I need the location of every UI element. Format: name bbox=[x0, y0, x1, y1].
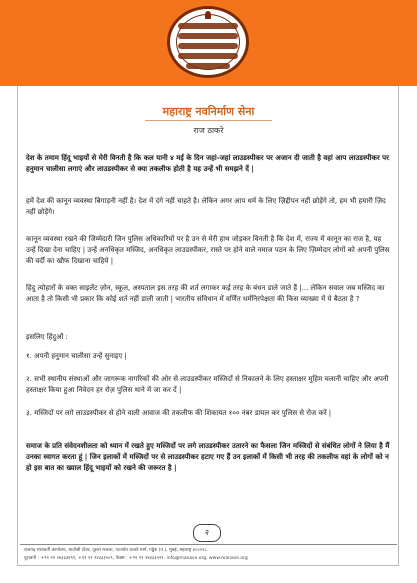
paragraph-call-to-hindus: इसलिए हिंदुओं : bbox=[26, 333, 68, 341]
paragraph-police: कानून व्यवस्था रखने की जिम्मेदारी जिन पुलिस अधिकारियों पर है उन से मेरी हाथ जोड़कर विनती है कि देश में, राज्य में कानून का राज है, यह उन्हें दिखा देना चाहिए | उन्हें अनधिकृत मस्जिद, अनधिकृत लाउडस्पीकर, रास्ते पर होने वाले नमाज पठन के लिए ज़िम्मेदार लोगों को अपनी पुलिस की वर्दी का खौफ दिखाना चाहिये | bbox=[26, 235, 390, 265]
seal-line bbox=[186, 63, 230, 69]
title-divider bbox=[145, 120, 272, 121]
paragraph-festivals: हिंदु त्योहारों के वक्त साइलेंट ज़ोन, स्कूल, अस्पताल इस तरह की शर्त लगाकर कई तरह के बंधन डाले जाते हैं |... लेकिन सवाल जब मस्जिद का आता है तो किसी भी प्रकार कि कोई शर्त नहीं डाली जाती | भारतीय संविधान में वर्णित धर्मनिरपेक्षता की किस व्याख्या में ये बैठता है ? bbox=[26, 284, 385, 303]
page-number: २ bbox=[193, 524, 221, 542]
seal-line bbox=[178, 33, 238, 39]
seal-flame bbox=[205, 11, 211, 19]
paragraph-appeal: देश के तमाम हिंदू भाइयों से मेरी विनती है कि कल यानी ४ मई के दिन जहां-जहां लाउडस्पीकर पर अजान दी जाती है वहां आप लाउडस्पीकर पर हनुमान चालीसा लगाएं और लाउडस्पीकर से क्या तकलीफ होती है यह उन्हें भी समझने दें | bbox=[26, 154, 389, 173]
seal-line bbox=[178, 43, 238, 49]
seal-line bbox=[178, 23, 238, 29]
mns-seal-icon bbox=[167, 6, 249, 78]
paragraph-closing: समाज के प्रति संवेदनशीलता को ध्यान में रखते हुए मस्जिदों पर लगे लाउडस्पीकर उतारने का फैसला जिन मस्जिदों से संबंधित लोगों ने लिया है मैं उनका स्वागत करता हूं | जिन इलाकों में मस्जिदों पर से लाउडस्पीकर हटाए गए हैं उन इलाकों में किसी भी तरह की तकलीफ वहां के लोगों को न हो इस बात का ख्याल हिंदू भाइयों को रखने की जरूरत है | bbox=[26, 442, 390, 472]
list-item: ३. मस्जिदों पर लगे लाउडस्पीकर से होने वाली आवाज की तकलीफ की शिकायत १०० नंबर डायल कर पुलिस से रोज करें | bbox=[26, 409, 332, 417]
list-item: १. अपनी हनुमान चालीसा उन्हें सुनाइए | bbox=[26, 352, 127, 360]
footer-divider bbox=[20, 544, 397, 545]
footer-contact: दूरध्वनी : +९१ २२ २४३३३४९९, +९१ २२ २४३३३५०९, फॅक्स : +९१ २२ २४३३३५११. info@manase.org, www.manase.org bbox=[24, 556, 248, 561]
seal-line bbox=[178, 53, 238, 59]
party-name: महाराष्ट्र नवनिर्माण सेना bbox=[162, 105, 255, 118]
list-item: २. सभी स्थानीय संस्थाओं और जागरूक नागरिकों की ओर से लाउडस्पीकर मस्जिदों से निकालने के लिए हस्ताक्षर मुहिम चलानी चाहिए और अपनी हस्ताक्षर किया हुआ निवेदन हर रोज़ पुलिस थाने में जा कर दें | bbox=[26, 375, 389, 394]
author-name: राज ठाकरे bbox=[193, 126, 224, 135]
paragraph-law-order: हमें देश की कानून व्यवस्था बिगाड़नी नहीं है। देश में दंगे नहीं चाहते है। लेकिन अगर आप धर्म के लिए ज़िद्दीपन नहीं छोड़ेंगे तो, हम भी हमारी ज़िद नहीं छोड़ेंगे। bbox=[26, 197, 386, 216]
footer-address: राजगढ़ मध्यवर्ती कार्यालय, मातोश्री टॉवर, दूसरा मजला, पटवर्धन ठाकरे मार्ग, गठ्ठेश (प.), मुंबई, महाराष्ट्र ४०००२८. bbox=[24, 548, 209, 553]
